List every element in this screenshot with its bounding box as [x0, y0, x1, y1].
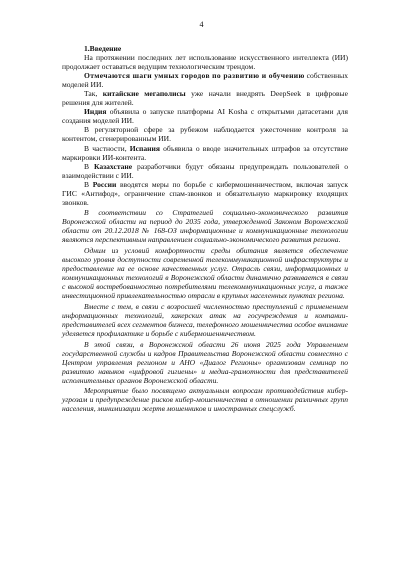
bold-text: Индия: [84, 107, 107, 117]
paragraph-ai-trend: На протяжении последних лет использование искусственного интеллекта (ИИ) продолжает оставаться ведущим технологическим трендом.: [62, 53, 348, 72]
bold-text: Отмечаются шаги умных городов по развитию и обучению: [84, 71, 305, 81]
bold-text: Испания: [129, 143, 160, 153]
paragraph-india: [62, 107, 348, 125]
paragraph-regulation: В регуляторной сфере за рубежом наблюдается ужесточение контроля за контентом, сгенерированным ИИ.: [62, 125, 348, 144]
paragraph-smart-cities: [62, 71, 348, 89]
text: объявила о вводе значительных штрафов за отсутствие маркировки ИИ-контента.: [62, 143, 348, 162]
bold-text: китайские мегаполисы: [102, 89, 186, 99]
paragraph-russia: [62, 180, 348, 207]
text: уже начали внедрять DeepSeek в цифровые решения для жителей.: [62, 89, 348, 108]
text: В частности,: [84, 143, 130, 153]
paragraph-kazakhstan: [62, 162, 348, 180]
paragraph-strategy: В соответствии со Стратегией социально-экономического развития Воронежской области на период до 2035 года, утвержденной Законом Воронежской области от 20.12.2018 № 168-ОЗ информационные и коммуникационные технологии являются перспективным направлением социально-экономического развития региона.: [62, 208, 348, 245]
bold-text: России: [92, 179, 117, 189]
paragraph-event: Мероприятие было посвящено актуальным вопросам противодействия кибер-угрозам и предупреждение рисков кибер-мошенничества в отношении различных групп населения, минимизации жертв мошенников и иностранных спецслужб.: [62, 386, 348, 414]
document-body: [62, 44, 348, 413]
section-heading: 1.Введение: [84, 44, 122, 53]
text: В: [84, 179, 93, 189]
paragraph-infrastructure: Одним из условий комфортности среды обитания является обеспечение высокого уровня доступности современной телекоммуникационной инфраструктуры и предоставление на ее основе качественных услуг. Отрасль связи, информационных и коммуникационных технологий в Воронежской области динамично развивается в связи с высокой востребованностью потребителями телекоммуникационных услуг, а также инвестиционной привлекательностью отрасли в крупных населенных пунктах региона.: [62, 246, 348, 301]
paragraph-seminar: В этой связи, в Воронежской области 26 июня 2025 года Управлением государственной службы и кадров Правительства Воронежской области совместно с Центром управления регионом и АНО «Диалог Регионы» организован семинар по развитию навыков «цифровой гигиены» и медиа-грамотности для представителей исполнительных органов Воронежской области.: [62, 339, 348, 385]
paragraph-china: [62, 89, 348, 107]
text: собственных моделей ИИ.: [62, 71, 348, 90]
paragraph-cybercrime: Вместе с тем, в связи с возросшей численностью преступлений с применением информационных технологий, хакерских атак на госучреждения и компании-представителей всех сегментов бизнеса, телефонного мошенничества особое внимание уделяется профилактике и борьбе с кибермошенничеством.: [62, 301, 348, 338]
text: В: [84, 161, 94, 171]
text: разработчики будут обязаны предупреждать пользователей о взаимодействии с ИИ.: [62, 161, 348, 180]
text: вводятся меры по борьбе с кибермошенничеством, включая запуск ГИС «Антифод», ограничение спам-звонков и обязательную маркировку входящих звонков.: [62, 179, 349, 207]
page-number: 4: [199, 20, 204, 29]
text: Так,: [84, 89, 103, 99]
text: объявила о запуске платформы AI Kosha с открытыми датасетами для создания моделей ИИ.: [62, 107, 348, 126]
paragraph-spain: [62, 144, 348, 162]
bold-text: Казахстане: [93, 161, 133, 171]
